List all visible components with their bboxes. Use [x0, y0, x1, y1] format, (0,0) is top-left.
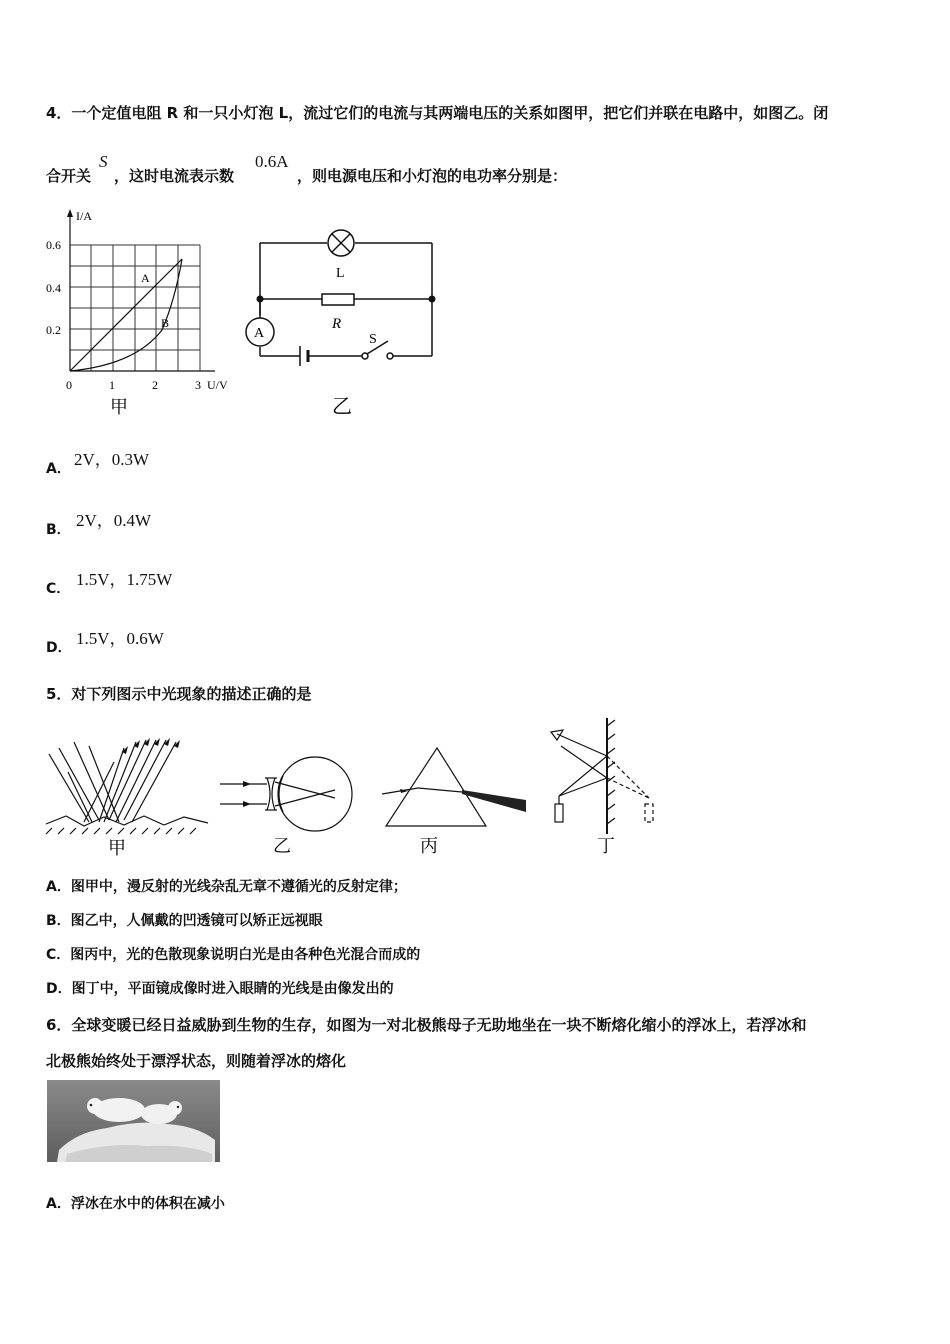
q6-stem-line2: 北极熊始终处于漂浮状态，则随着浮冰的熔化 — [46, 1052, 347, 1070]
junction-left — [257, 296, 264, 303]
plane-mirror-figure — [545, 716, 665, 860]
q4-stem-line2-post: ，则电源电压和小灯泡的电功率分别是： — [297, 167, 568, 185]
y-tick-02: 0.2 — [46, 323, 61, 337]
q4-option-d-letter: D． — [46, 640, 72, 656]
resistor-label: R — [332, 316, 342, 332]
junction-right — [429, 296, 436, 303]
x-tick-0: 0 — [66, 378, 72, 392]
q4-option-d-text: 1.5V，0.6W — [76, 629, 164, 648]
x-tick-3: 3 — [195, 378, 201, 392]
lamp-label: L — [336, 266, 345, 281]
prism-figure — [380, 742, 530, 860]
y-axis-label: I/A — [76, 209, 92, 223]
eye-lens-figure — [215, 742, 360, 860]
switch-label: S — [369, 332, 377, 347]
x-tick-1: 1 — [109, 378, 115, 392]
y-axis-arrow-icon — [67, 209, 73, 217]
q4-option-c-text: 1.5V，1.75W — [76, 570, 173, 589]
q6-stem-line1: 6．全球变暖已经日益威胁到生物的生存，如图为一对北极熊母子无助地坐在一块不断熔化缩小的浮冰上，若浮冰和 — [46, 1016, 807, 1034]
q5-stem: 5．对下列图示中光现象的描述正确的是 — [46, 685, 312, 703]
curve-b-label: B — [161, 316, 170, 330]
eye-arrow-icons — [243, 781, 251, 807]
battery-icon — [300, 346, 308, 366]
fig5-caption-bing: 丙 — [420, 836, 438, 856]
spectrum-fan — [462, 790, 526, 812]
fig5-caption-ding: 丁 — [597, 836, 615, 856]
fig5-caption-jia: 甲 — [108, 838, 126, 858]
q5-option-b: B．图乙中，人佩戴的凹透镜可以矫正远视眼 — [46, 913, 323, 929]
iv-graph — [40, 205, 245, 420]
q4-option-a-text: 2V，0.3W — [74, 450, 150, 469]
q4-switch-var: S — [99, 152, 108, 171]
y-tick-06: 0.6 — [46, 238, 61, 252]
q5-option-d: D．图丁中，平面镜成像时进入眼睛的光线是由像发出的 — [46, 981, 394, 997]
ammeter-label: A — [254, 326, 265, 341]
q4-option-b-text: 2V，0.4W — [76, 511, 152, 530]
circuit-caption: 乙 — [332, 396, 352, 418]
curve-a-line — [70, 259, 182, 371]
switch-icon — [362, 341, 393, 359]
y-tick-04: 0.4 — [46, 281, 61, 295]
q6-option-a: A．浮冰在水中的体积在减小 — [46, 1196, 225, 1212]
lamp-icon — [328, 230, 354, 256]
polar-bear-photo — [47, 1080, 220, 1162]
q4-option-c-letter: C． — [46, 581, 71, 597]
q4-current-value: 0.6A — [255, 152, 289, 171]
q4-stem-line1: 4．一个定值电阻 R 和一只小灯泡 L，流过它们的电流与其两端电压的关系如图甲，把它们并联在电路中，如图乙。闭 — [46, 104, 829, 122]
resistor-icon — [322, 294, 354, 305]
q4-option-a-letter: A． — [46, 461, 71, 477]
x-tick-2: 2 — [152, 378, 158, 392]
q4-stem-line2-pre: 合开关 — [46, 167, 92, 185]
fig5-caption-yi: 乙 — [273, 836, 291, 856]
q5-option-a: A．图甲中，漫反射的光线杂乱无章不遵循光的反射定律； — [46, 879, 407, 895]
q4-stem-line2-mid: ，这时电流表示数 — [114, 167, 235, 185]
eye-icon — [551, 730, 563, 740]
x-axis-label: U/V — [207, 378, 228, 392]
q4-option-b-letter: B． — [46, 522, 71, 538]
q5-option-c: C．图丙中，光的色散现象说明白光是由各种色光混合而成的 — [46, 947, 421, 963]
diffuse-reflection-figure — [44, 732, 212, 860]
curve-a-label: A — [141, 271, 150, 285]
circuit-diagram — [240, 225, 445, 425]
graph-caption: 甲 — [110, 397, 128, 417]
